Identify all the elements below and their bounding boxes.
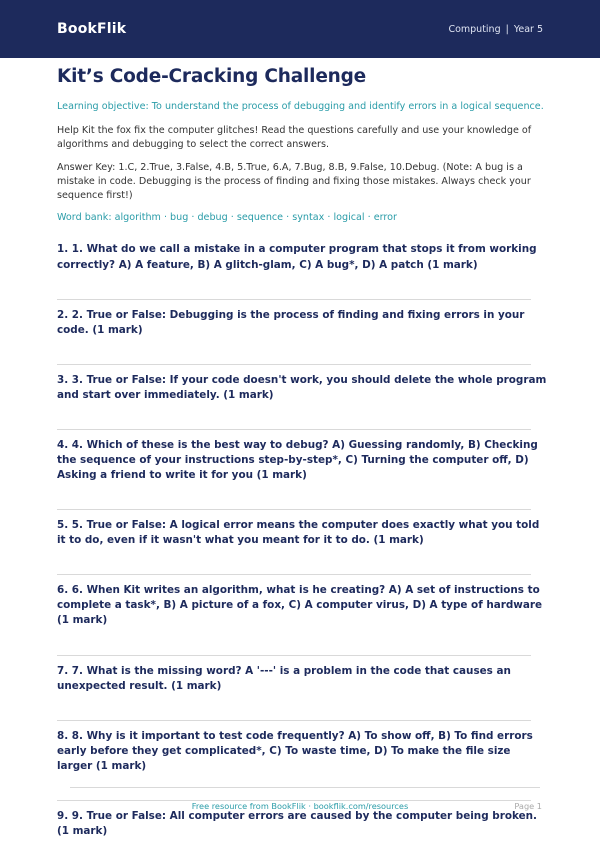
- question-list: [57, 242, 547, 839]
- question-2: [57, 308, 547, 365]
- question-text: 3. 3. True or False: If your code doesn't work, you should delete the whole program and start over immediately. (1 mark): [57, 373, 547, 401]
- answer-line: [57, 655, 531, 656]
- page-header: [0, 0, 600, 58]
- answer-line: [57, 509, 531, 510]
- question-text: 9. 9. True or False: All computer errors are caused by the computer being broken. (1 mark): [57, 809, 537, 838]
- page-title: Kit’s Code-Cracking Challenge: [57, 66, 367, 87]
- footer-divider: [70, 787, 540, 788]
- subject-label: Computing: [448, 23, 501, 35]
- question-3: [57, 373, 547, 430]
- question-text: 5. 5. True or False: A logical error means the computer does exactly what you told it to do, even if it wasn't what you meant for it to do. (1 mark): [57, 519, 540, 547]
- footer-link[interactable]: Free resource from BookFlik · bookflik.com/resources: [191, 801, 409, 811]
- answer-line: [57, 574, 531, 575]
- answer-line: [57, 720, 531, 721]
- question-9: [57, 809, 547, 839]
- question-5: [57, 518, 547, 575]
- year-label: Year 5: [513, 23, 543, 35]
- question-text: 4. 4. Which of these is the best way to debug? A) Guessing randomly, B) Checking the sequence of your instructions step-by-step*, C) Turning the computer off, D) Asking a friend to write it for you (1 mark): [57, 438, 538, 482]
- header-meta: [448, 24, 543, 35]
- question-text: 2. 2. True or False: Debugging is the process of finding and fixing errors in your code. (1 mark): [57, 308, 525, 336]
- question-6: [57, 583, 547, 655]
- question-text: 8. 8. Why is it important to test code frequently? A) To show off, B) To find errors early before they get complicated*, C) To waste time, D) To make the file size larger (1 mark): [57, 729, 533, 772]
- page-number: Page 1: [514, 801, 542, 811]
- answer-line: [57, 299, 531, 300]
- question-text: 7. 7. What is the missing word? A '---' is a problem in the code that causes an unexpected result. (1 mark): [57, 664, 511, 692]
- meta-separator: |: [505, 23, 509, 35]
- brand-logo[interactable]: BookFlik: [57, 21, 127, 37]
- question-text: 1. 1. What do we call a mistake in a computer program that stops it from working correctly? A) A feature, B) A glitch-glam, C) A bug*, D) A patch (1 mark): [57, 243, 537, 271]
- worksheet-content: [57, 66, 547, 839]
- answer-key: Answer Key: 1.C, 2.True, 3.False, 4.B, 5.True, 6.A, 7.Bug, 8.B, 9.False, 10.Debug. (Note: A bug is a mistake in code. Debugging is the process of finding and fixing those mistakes. Always check your sequence first!): [57, 161, 531, 201]
- answer-line: [57, 429, 531, 430]
- intro-text: Help Kit the fox fix the computer glitches! Read the questions carefully and use your knowledge of algorithms and debugging to select the correct answers.: [57, 124, 532, 150]
- word-bank: Word bank: algorithm · bug · debug · sequence · syntax · logical · error: [57, 212, 397, 224]
- question-1: [57, 242, 547, 299]
- question-4: [57, 438, 547, 510]
- learning-objective: Learning objective: To understand the process of debugging and identify errors in a logical sequence.: [57, 101, 544, 112]
- question-text: 6. 6. When Kit writes an algorithm, what is he creating? A) A set of instructions to complete a task*, B) A picture of a fox, C) A computer virus, D) A type of hardware (1 mark): [57, 584, 543, 627]
- answer-line: [57, 364, 531, 365]
- question-7: [57, 664, 547, 721]
- question-8: [57, 729, 547, 801]
